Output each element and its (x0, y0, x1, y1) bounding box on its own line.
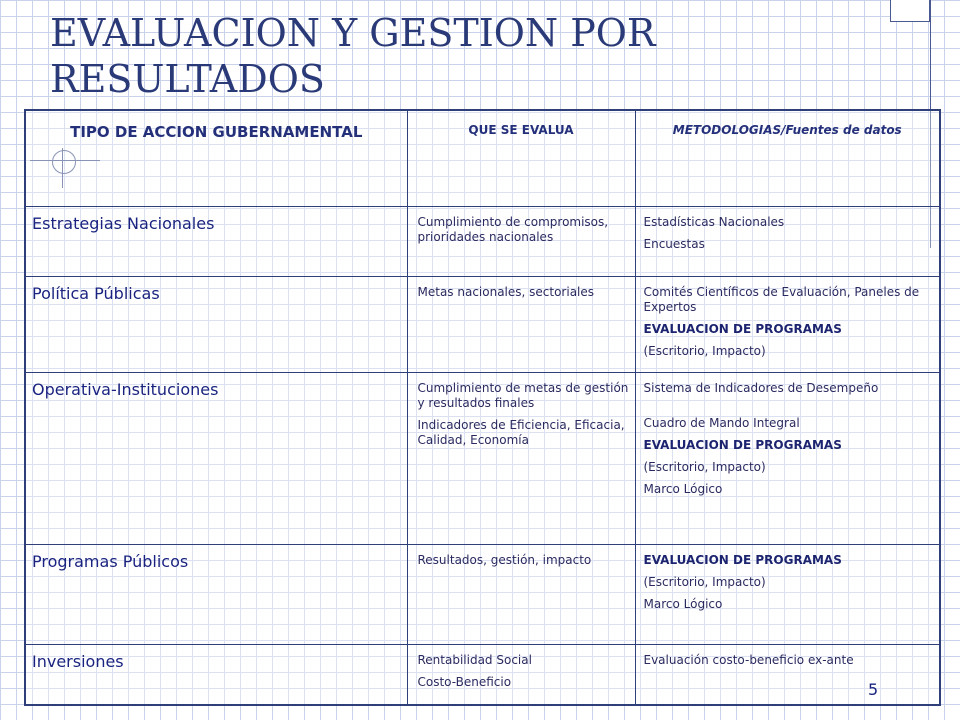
metodologia-item: Cuadro de Mando Integral (643, 415, 800, 430)
table-header-row (25, 110, 940, 206)
que-item: Resultados, gestión, impacto (417, 552, 592, 567)
row-tipo: Estrategias Nacionales (25, 206, 407, 276)
que-item: Rentabilidad Social (417, 652, 532, 667)
row-tipo: Operativa-Instituciones (25, 372, 407, 544)
table-row (25, 644, 940, 705)
metodologia-item: (Escritorio, Impacto) (643, 459, 766, 474)
row-metodologias (635, 372, 940, 544)
que-item: Metas nacionales, sectoriales (417, 284, 595, 299)
que-item: Cumplimiento de compromisos, prioridades nacionales (417, 214, 609, 244)
row-tipo: Programas Públicos (25, 544, 407, 644)
metodologia-item: (Escritorio, Impacto) (643, 343, 766, 358)
metodologia-item: Marco Lógico (643, 596, 723, 611)
metodologia-item: Encuestas (643, 236, 705, 251)
row-que (407, 372, 635, 544)
row-que (407, 206, 635, 276)
metodologia-item: Marco Lógico (643, 481, 723, 496)
row-metodologias (635, 644, 940, 705)
row-tipo: Política Públicas (25, 276, 407, 372)
table-row (25, 372, 940, 544)
row-tipo: Inversiones (25, 644, 407, 705)
evaluation-table (24, 109, 941, 706)
metodologia-item: Estadísticas Nacionales (643, 214, 785, 229)
metodologia-item: Evaluación costo-beneficio ex-ante (643, 652, 854, 667)
que-item: Cumplimiento de metas de gestión y resultados finales (417, 380, 629, 410)
metodologia-item: EVALUACION DE PROGRAMAS (643, 552, 842, 567)
row-metodologias (635, 544, 940, 644)
row-metodologias (635, 276, 940, 372)
row-que (407, 276, 635, 372)
metodologia-item: Comités Científicos de Evaluación, Paneles de Expertos (643, 284, 920, 314)
slide-title: EVALUACION Y GESTION POR RESULTADOS (50, 11, 656, 101)
metodologia-item: (Escritorio, Impacto) (643, 574, 766, 589)
header-que: QUE SE EVALUA (407, 110, 635, 206)
header-metodologias: METODOLOGIAS/Fuentes de datos (635, 110, 940, 206)
table-row (25, 544, 940, 644)
row-que (407, 544, 635, 644)
que-item: Costo-Beneficio (417, 674, 512, 689)
que-item: Indicadores de Eficiencia, Eficacia, Calidad, Economía (417, 417, 625, 447)
metodologia-item: EVALUACION DE PROGRAMAS (643, 437, 842, 452)
header-tipo: TIPO DE ACCION GUBERNAMENTAL (25, 110, 407, 206)
row-que (407, 644, 635, 705)
page-number: 5 (868, 680, 879, 699)
table-row (25, 276, 940, 372)
metodologia-item: EVALUACION DE PROGRAMAS (643, 321, 842, 336)
metodologia-item: Sistema de Indicadores de Desempeño (643, 380, 879, 395)
table-row (25, 206, 940, 276)
corner-decoration (890, 0, 930, 22)
row-metodologias (635, 206, 940, 276)
